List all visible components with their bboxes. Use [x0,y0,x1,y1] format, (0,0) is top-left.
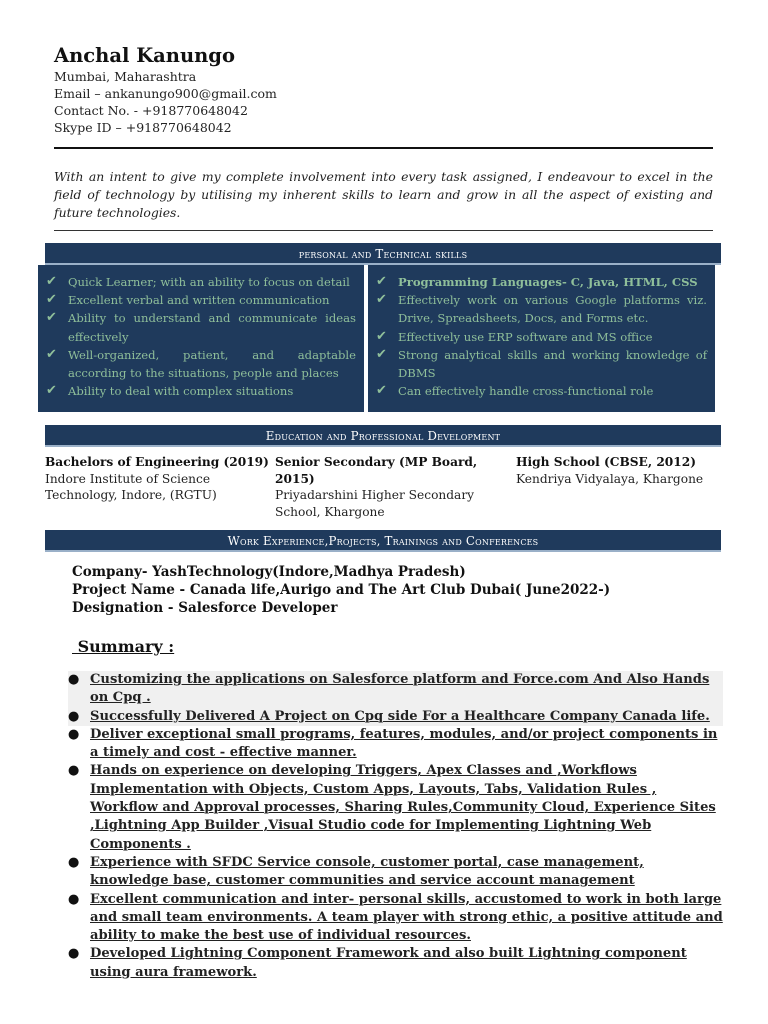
location-text: Mumbai, Maharashtra [54,69,197,84]
project-line: Project Name - Canada life,Aurigo and The Art Club Dubai( June2022-) [72,582,611,598]
bullet-icon: ● [68,891,80,907]
bullet-icon: ● [68,946,80,962]
skill-item [376,382,707,400]
designation-line: Designation - Salesforce Developer [72,600,338,616]
check-icon: ✔ [376,328,387,344]
degree-title: Bachelors of Engineering (2019) [45,455,269,469]
skill-text: Strong analytical skills and working knowledge of DBMS [398,347,707,381]
contact-block [54,68,277,136]
bullet-icon: ● [68,672,80,687]
summary-item [68,854,723,891]
skill-text: Ability to deal with complex situations [68,384,294,399]
skill-text: Excellent verbal and written communication [68,293,330,308]
skill-item [46,273,356,291]
candidate-name: Anchal Kanungo [54,44,235,67]
summary-heading: Summary : [72,637,175,656]
education-item [516,454,721,487]
skype-text: Skype ID – +918770648042 [54,120,232,135]
summary-list [68,671,723,982]
summary-item [68,708,723,726]
work-heading: Work Experience,Projects, Trainings and Conferences [45,530,721,552]
bullet-icon: ● [68,763,80,779]
skill-item [46,382,356,400]
skill-text: Quick Learner; with an ability to focus on detail [68,275,350,289]
skill-item [46,291,356,309]
header-divider [54,147,713,149]
skill-text: Programming Languages- C, Java, HTML, CSS [398,275,698,289]
skill-text: Can effectively handle cross-functional role [398,384,654,399]
technical-skills-list [376,273,707,400]
skill-item [376,273,707,291]
institute-name: Priyadarshini Higher Secondary School, Khargone [275,488,475,519]
skill-item [46,346,356,382]
personal-skills-list [46,273,356,400]
check-icon: ✔ [376,383,387,399]
skill-item [376,328,707,346]
summary-text: Developed Lightning Component Framework and also built Lightning component using aura framework. [90,946,687,980]
summary-text: Successfully Delivered A Project on Cpq side For a Healthcare Company Canada life. [90,708,710,724]
education-item [45,454,273,504]
skill-item [376,346,707,382]
bullet-icon: ● [68,708,80,724]
objective-divider [54,230,713,231]
skill-item [46,309,356,345]
summary-item [68,945,723,982]
objective-statement: With an intent to give my complete involvement into every task assigned, I endeavour to excel in the field of technology by utilising my inherent skills to learn and grow in all the aspect of existing and future technologies. [54,169,713,220]
summary-text: Deliver exceptional small programs, features, modules, and/or project components in a timely and cost - effective manner. [90,726,718,761]
institute-name: Kendriya Vidyalaya, Khargone [516,471,704,486]
bullet-icon: ● [68,726,80,742]
summary-item [68,671,723,708]
skill-text: Well-organized, patient, and adaptable according to the situations, people and places [68,347,356,381]
check-icon: ✔ [376,274,387,289]
degree-title: Senior Secondary (MP Board, 2015) [275,455,478,486]
skill-item [376,291,707,327]
summary-item [68,726,723,763]
company-line: Company- YashTechnology(Indore,Madhya Pradesh) [72,564,466,580]
summary-item [68,891,723,946]
email-text: Email – ankanungo900@gmail.com [54,86,277,101]
summary-text: Excellent communication and inter- personal skills, accustomed to work in both large and small team environments. A team player with strong ethic, a positive attitude and ability to make the best use of individual resources. [90,891,723,944]
check-icon: ✔ [46,383,57,399]
institute-name: Indore Institute of Science Technology, Indore, (RGTU) [45,471,217,502]
check-icon: ✔ [46,346,57,362]
check-icon: ✔ [46,310,57,326]
technical-skills-panel [368,265,715,412]
phone-text: Contact No. - +918770648042 [54,103,248,118]
personal-skills-panel [38,265,364,412]
bullet-icon: ● [68,854,80,870]
check-icon: ✔ [376,346,387,362]
degree-title: High School (CBSE, 2012) [516,455,697,469]
summary-text: Experience with SFDC Service console, customer portal, case management, knowledge base, customer communities and service account management [90,854,644,889]
check-icon: ✔ [46,274,57,289]
skills-heading: personal and Technical skills [45,243,721,265]
check-icon: ✔ [376,292,387,308]
summary-text: Hands on experience on developing Triggers, Apex Classes and ,Workflows Implementation with Objects, Custom Apps, Layouts, Tabs, Validation Rules , Workflow and Approval processes, Sharing Rules,Community Cloud, Experience Sites ,Lightning App Builder ,Visual Studio code for Implementing Lightning Web Components . [90,763,716,852]
education-heading: Education and Professional Development [45,425,721,447]
education-item [275,454,511,520]
skill-text: Effectively work on various Google platforms viz. Drive, Spreadsheets, Docs, and Forms etc. [398,293,707,326]
skill-text: Ability to understand and communicate ideas effectively [68,311,356,344]
skill-text: Effectively use ERP software and MS office [398,329,653,344]
check-icon: ✔ [46,292,57,308]
summary-item [68,762,723,853]
summary-text: Customizing the applications on Salesforce platform and Force.com And Also Hands on Cpq . [90,672,710,706]
